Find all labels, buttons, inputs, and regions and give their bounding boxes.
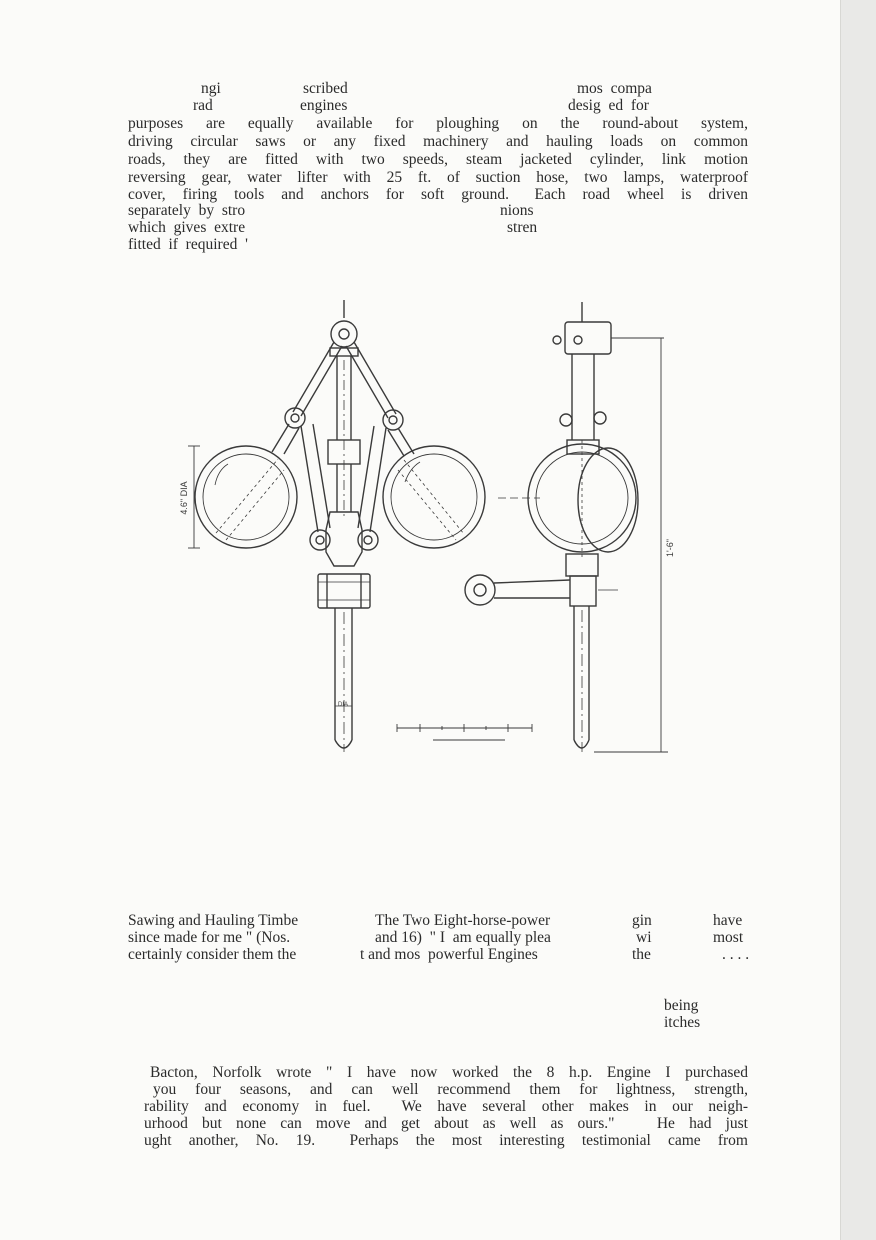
text-fragment: scribed	[303, 80, 348, 97]
paragraph-line: cover, firing tools and anchors for soft ground. Each road wheel is driven	[128, 186, 748, 203]
text-fragment: engines	[300, 97, 348, 114]
text-fragment: fitted if required '	[128, 236, 248, 253]
column-line: . . . .	[722, 946, 750, 963]
column-line: t and mos powerful Engines	[360, 946, 538, 963]
text-fragment: rad	[193, 97, 213, 114]
paragraph-line: you four seasons, and can well recommend them for lightness, strength,	[153, 1081, 748, 1098]
text-fragment: which gives extre	[128, 219, 246, 236]
side-view	[465, 302, 668, 752]
paragraph-line: roads, they are fitted with two speeds, steam jacketed cylinder, link motion	[128, 151, 748, 168]
paragraph-line: rability and economy in fuel. We have several other makes in our neigh-	[144, 1098, 748, 1115]
paragraph-line: purposes are equally available for ploughing on the round-about system,	[128, 115, 748, 132]
text-fragment: stren	[507, 219, 538, 236]
column-line: and 16) " I am equally plea	[375, 929, 551, 946]
column-line: Sawing and Hauling Timbe	[128, 912, 299, 929]
text-fragment: being	[664, 997, 699, 1014]
paragraph-line: reversing gear, water lifter with 25 ft. of suction hose, two lamps, waterproof	[128, 169, 748, 186]
column-line: have	[713, 912, 743, 929]
column-line: since made for me " (Nos.	[128, 929, 291, 946]
text-fragment: ngi	[201, 80, 221, 97]
ball-diameter-label: 4.6" DIA	[179, 481, 189, 515]
text-fragment: nions	[500, 202, 534, 219]
text-fragment: separately by stro	[128, 202, 246, 219]
column-line: The Two Eight-horse-power	[375, 912, 551, 929]
paragraph-line: driving circular saws or any fixed machinery and hauling loads on common	[128, 133, 748, 150]
height-dimension-label: 1'-6"	[665, 539, 675, 557]
paragraph-line: urhood but none can move and get about as well as ours." He had just	[144, 1115, 748, 1132]
paragraph-line: Bacton, Norfolk wrote " I have now worked the 8 h.p. Engine I purchased	[150, 1064, 748, 1081]
text-fragment: desig ed for	[568, 97, 649, 114]
column-line: gin	[632, 912, 652, 929]
text-fragment: itches	[664, 1014, 701, 1031]
column-line: wi	[636, 929, 652, 946]
column-line: the	[632, 946, 651, 963]
column-line: certainly consider them the	[128, 946, 297, 963]
column-line: most	[713, 929, 744, 946]
front-view	[188, 300, 485, 752]
scale-bar	[397, 724, 532, 740]
shaft-diameter-label: DIA	[337, 702, 349, 708]
paragraph-line: ught another, No. 19. Perhaps the most interesting testimonial came from	[144, 1132, 748, 1149]
text-fragment: mos compa	[577, 80, 652, 97]
